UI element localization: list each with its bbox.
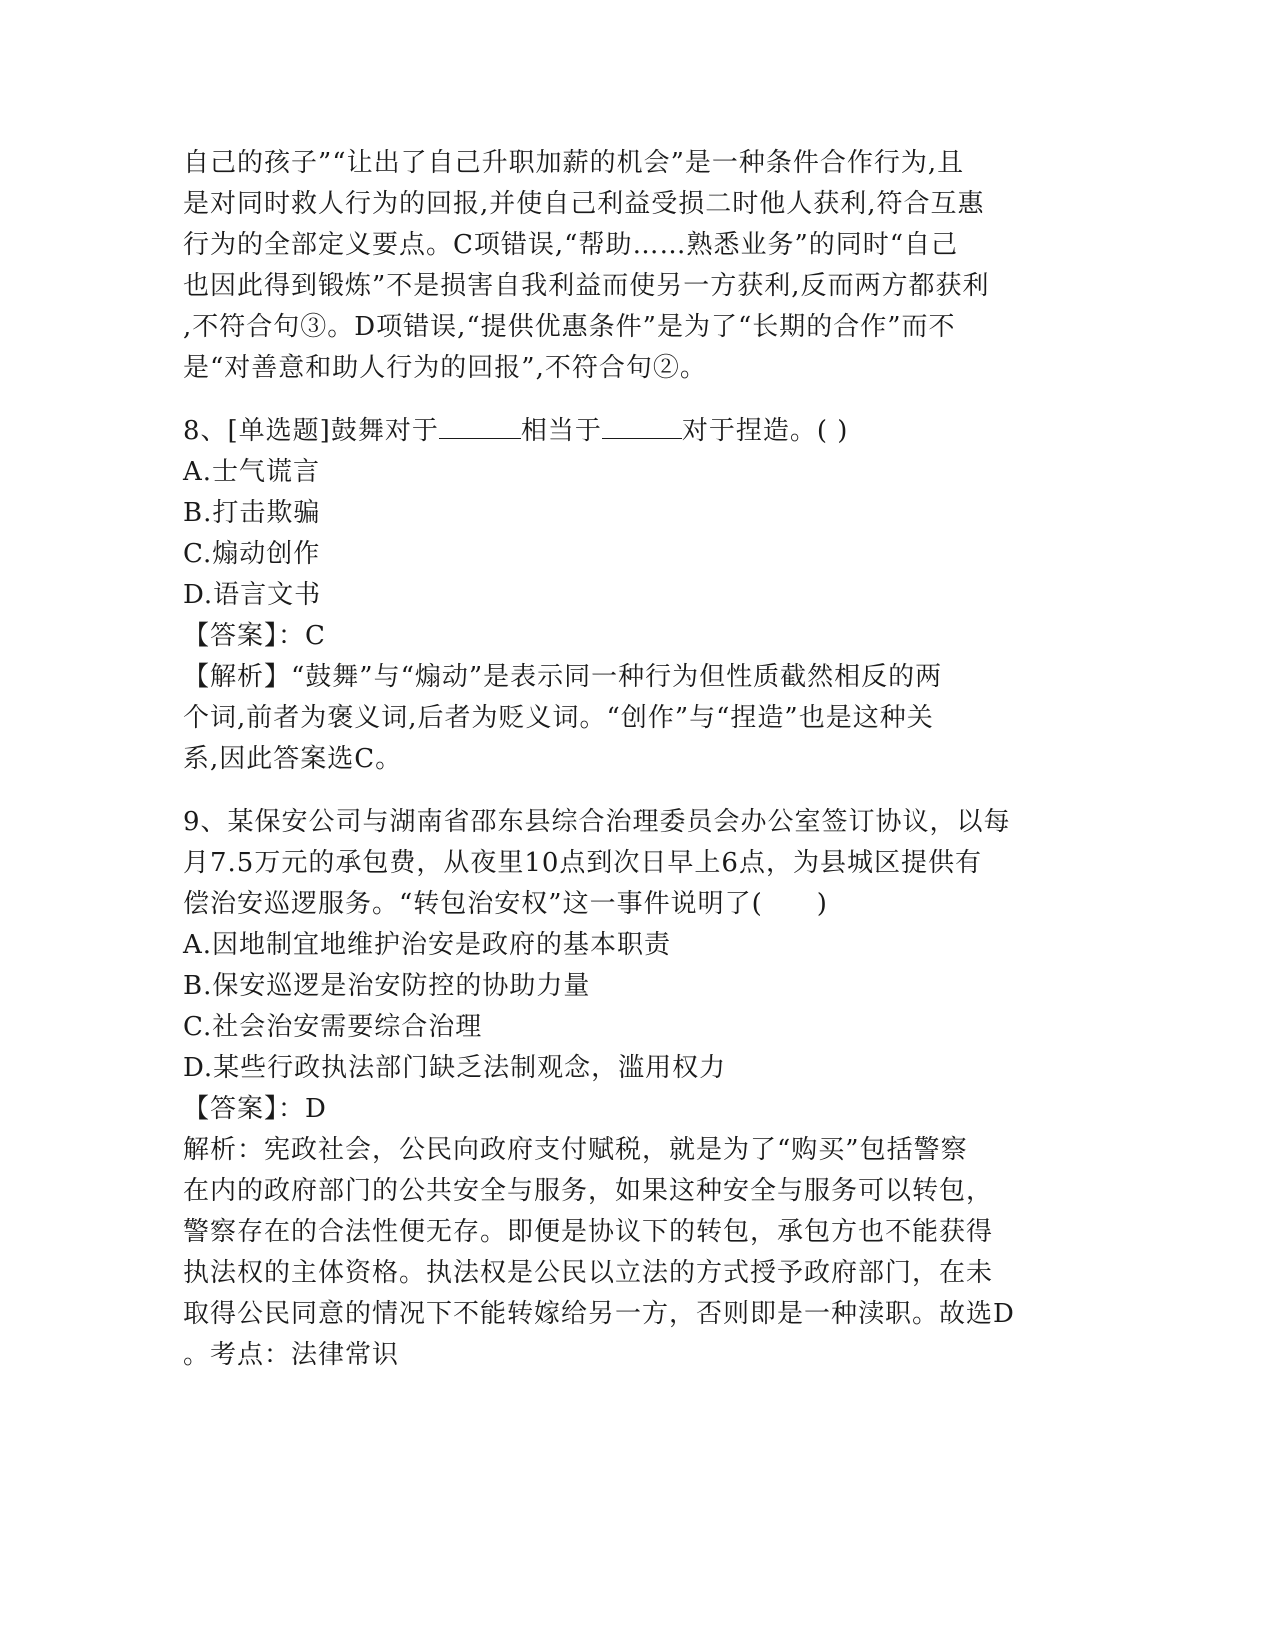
question-stem: [183, 411, 1083, 452]
explanation-line: 系,因此答案选C。: [183, 744, 403, 774]
answer: 【答案】：C: [183, 621, 326, 651]
explanation-line: 【解析】“鼓舞”与“煽动”是表示同一种行为但性质截然相反的两: [183, 662, 943, 692]
explanation-line: 个词,前者为褒义词,后者为贬义词。“创作”与“捏造”也是这种关: [183, 703, 934, 733]
explanation-line: 解析：宪政社会，公民向政府支付赋税，就是为了“购买”包括警察: [183, 1135, 968, 1165]
question-stem: 月7.5万元的承包费，从夜里10点到次日早上6点，为县城区提供有: [183, 848, 982, 878]
fill-blank: [439, 414, 521, 439]
question-stem: 9、某保安公司与湖南省邵东县综合治理委员会办公室签订协议，以每: [183, 807, 1011, 837]
explanation-line: 警察存在的合法性便无存。即便是协议下的转包，承包方也不能获得: [183, 1217, 994, 1247]
question-stem: 偿治安巡逻服务。“转包治安权”这一事件说明了( ): [183, 889, 828, 919]
text-line: 行为的全部定义要点。C项错误,“帮助……熟悉业务”的同时“自己: [183, 230, 959, 260]
option-b: B.打击欺骗: [183, 498, 321, 528]
option-d: D.某些行政执法部门缺乏法制观念，滥用权力: [183, 1053, 727, 1083]
stem-part: 8、[单选题]鼓舞对于: [183, 416, 439, 446]
document-page: [183, 143, 1083, 1376]
fill-blank: [602, 414, 682, 439]
text-line: 自己的孩子”“让出了自己升职加薪的机会”是一种条件合作行为,且: [183, 148, 965, 178]
answer: 【答案】：D: [183, 1094, 327, 1124]
option-d: D.语言文书: [183, 580, 322, 610]
option-a: A.士气谎言: [183, 457, 321, 487]
text-line: 也因此得到锻炼”不是损害自我利益而使另一方获利,反而两方都获利: [183, 271, 990, 301]
explanation-line: 取得公民同意的情况下不能转嫁给另一方，否则即是一种渎职。故选D: [183, 1299, 1015, 1329]
text-line: ,不符合句③。D项错误,“提供优惠条件”是为了“长期的合作”而不: [183, 312, 956, 342]
option-b: B.保安巡逻是治安防控的协助力量: [183, 971, 591, 1001]
option-c: C.煽动创作: [183, 539, 321, 569]
stem-part: 对于捏造。( ): [681, 416, 849, 446]
previous-explanation: [183, 143, 1083, 389]
text-line: 是“对善意和助人行为的回报”,不符合句②。: [183, 353, 707, 383]
explanation-line: 执法权的主体资格。执法权是公民以立法的方式授予政府部门，在未: [183, 1258, 994, 1288]
option-a: A.因地制宜地维护治安是政府的基本职责: [183, 930, 672, 960]
option-c: C.社会治安需要综合治理: [183, 1012, 483, 1042]
explanation-line: 在内的政府部门的公共安全与服务，如果这种安全与服务可以转包，: [183, 1176, 994, 1206]
text-line: 是对同时救人行为的回报,并使自己利益受损二时他人获利,符合互惠: [183, 189, 985, 219]
question-8: [183, 411, 1083, 780]
stem-part: 相当于: [520, 416, 602, 446]
explanation-line: 。考点：法律常识: [183, 1340, 400, 1370]
question-9: [183, 802, 1083, 1376]
